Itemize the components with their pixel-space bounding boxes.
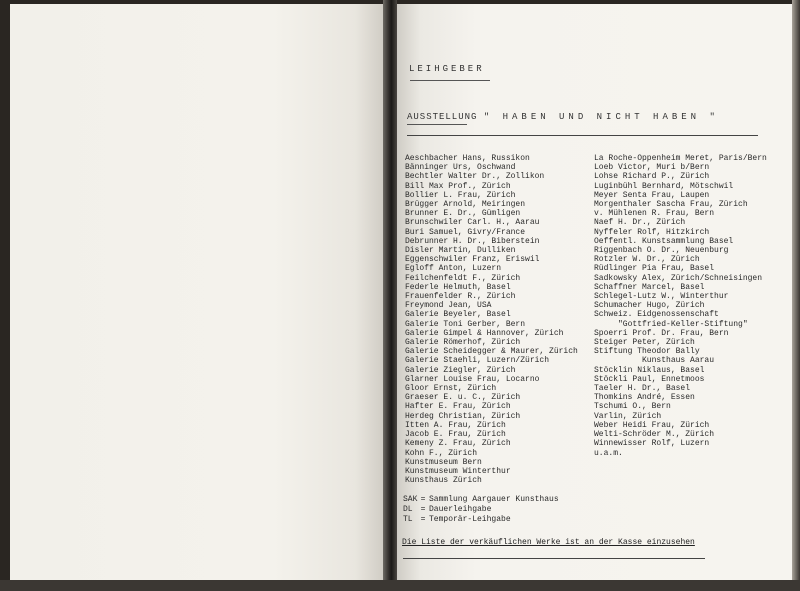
note-rule (403, 558, 705, 559)
legend-equals: = (420, 495, 426, 504)
lenders-list-left (405, 154, 578, 485)
legend-row (403, 505, 559, 515)
lender-entry: Sadkowsky Alex, Zürich/Schneisingen (594, 273, 763, 283)
lender-entry: Stiftung Theodor Bally (594, 347, 700, 357)
legend-meaning: Temporär-Leihgabe (429, 515, 511, 524)
lender-entry: Nyffeler Rolf, Hitzkirch (594, 227, 710, 237)
lender-entry: Freymond Jean, USA (405, 301, 492, 311)
lender-entry: Varlin, Zürich (594, 411, 662, 421)
lender-entry: Gloor Ernst, Zürich (405, 384, 497, 394)
lender-entry: Galerie Staehli, Luzern/Zürich (405, 356, 550, 366)
lender-entry: Thomkins André, Essen (594, 393, 695, 403)
page-edge (792, 0, 800, 591)
lender-entry: Lohse Richard P., Zürich (594, 172, 710, 182)
legend-equals: = (420, 505, 426, 514)
lender-entry: Galerie Scheidegger & Maurer, Zürich (405, 347, 578, 357)
lender-entry: Welti-Schröder M., Zürich (594, 430, 715, 440)
lender-entry: Weber Heidi Frau, Zürich (594, 420, 710, 430)
lender-entry: Schweiz. Eidgenossenschaft (594, 310, 719, 320)
heading-rule (410, 80, 490, 81)
lender-entry: Oeffentl. Kunstsammlung Basel (594, 236, 734, 246)
sales-note: Die Liste der verkäuflichen Werke ist an der Kasse einzusehen (402, 538, 695, 547)
lender-entry: Rüdlinger Pia Frau, Basel (594, 264, 715, 274)
lender-entry: Loeb Victor, Muri b/Bern (594, 163, 710, 173)
lender-entry: Disler Martin, Dulliken (405, 246, 516, 256)
legend-row (403, 515, 559, 525)
lender-entry: u.a.m. (594, 448, 623, 458)
lender-entry: Kunsthaus Zürich (405, 476, 482, 486)
lender-entry: Kunstmuseum Bern (405, 457, 482, 467)
exhibition-heading (407, 112, 719, 122)
lender-entry: Kunstmuseum Winterthur (405, 466, 511, 476)
lender-entry: Schaffner Marcel, Basel (594, 282, 705, 292)
lender-entry: Tschumi O., Bern (594, 402, 671, 412)
lender-entry: Bill Max Prof., Zürich (405, 181, 511, 191)
lender-entry: Frauenfelder R., Zürich (405, 292, 516, 302)
lender-entry: Bänninger Urs, Oschwand (405, 163, 516, 173)
lender-entry: Galerie Beyeler, Basel (405, 310, 511, 320)
lender-entry: Stöckli Paul, Ennetmoos (594, 374, 705, 384)
legend-meaning: Sammlung Aargauer Kunsthaus (429, 495, 559, 504)
lender-entry: Morgenthaler Sascha Frau, Zürich (594, 200, 748, 210)
legend-equals: = (420, 515, 426, 524)
lender-entry: Schumacher Hugo, Zürich (594, 301, 705, 311)
lender-entry: Jacob E. Frau, Zürich (405, 430, 506, 440)
lender-entry: Itten A. Frau, Zürich (405, 420, 506, 430)
lender-entry: v. Mühlenen R. Frau, Bern (594, 209, 715, 219)
lender-entry: Riggenbach O. Dr., Neuenburg (594, 246, 729, 256)
legend-abbreviation: SAK (403, 495, 418, 504)
lender-entry: Galerie Römerhof, Zürich (405, 338, 521, 348)
lender-entry: Kohn F., Zürich (405, 448, 478, 458)
lender-entry: Taeler H. Dr., Basel (594, 384, 691, 394)
lender-entry: Spoerri Prof. Dr. Frau, Bern (594, 328, 729, 338)
lender-entry: Federle Helmuth, Basel (405, 282, 511, 292)
lender-entry: Buri Samuel, Givry/France (405, 227, 526, 237)
lender-entry: Aeschbacher Hans, Russikon (405, 154, 530, 163)
lender-entry: Schlegel-Lutz W., Winterthur (594, 292, 729, 302)
lender-entry: Kunsthaus Aarau (594, 356, 715, 366)
lender-entry: Brunner E. Dr., Gümligen (405, 209, 521, 219)
lender-entry: Stöcklin Niklaus, Basel (594, 365, 705, 375)
lender-entry: Kemeny Z. Frau, Zürich (405, 439, 511, 449)
lender-entry: Herdeg Christian, Zürich (405, 411, 521, 421)
lender-entry: Bollier L. Frau, Zürich (405, 190, 516, 200)
lender-entry: Feilchenfeldt F., Zürich (405, 273, 521, 283)
lender-entry: Hafter E. Frau, Zürich (405, 402, 511, 412)
lender-entry: Glarner Louise Frau, Locarno (405, 374, 540, 384)
lender-entry: Eggenschwiler Franz, Eriswil (405, 255, 540, 265)
lender-entry: Bechtler Walter Dr., Zollikon (405, 172, 545, 182)
lender-entry: "Gottfried-Keller-Stiftung" (594, 319, 748, 329)
legend-meaning: Dauerleihgabe (429, 505, 492, 514)
lender-entry: Galerie Gimpel & Hannover, Zürich (405, 328, 564, 338)
lenders-list-right (594, 154, 767, 458)
legend-abbreviation: TL (403, 515, 413, 524)
exhibition-label: AUSSTELLUNG (407, 112, 478, 122)
section-rule (407, 135, 758, 136)
legend-abbreviation: DL (403, 505, 413, 514)
bottom-edge (0, 580, 800, 591)
left-page-blank (10, 4, 385, 584)
abbreviation-legend (403, 495, 559, 525)
exhibition-label-rule (407, 124, 467, 125)
lender-entry: Brügger Arnold, Meiringen (405, 200, 526, 210)
lender-entry: Rotzler W. Dr., Zürich (594, 255, 700, 265)
lender-entry: Galerie Ziegler, Zürich (405, 365, 516, 375)
lender-entry: Egloff Anton, Luzern (405, 264, 502, 274)
lender-entry: Luginbühl Bernhard, Mötschwil (594, 181, 734, 191)
legend-row (403, 495, 559, 505)
book-gutter (383, 0, 397, 591)
lender-entry: La Roche-Oppenheim Meret, Paris/Bern (594, 154, 767, 163)
exhibition-title: " HABEN UND NICHT HABEN " (483, 112, 719, 122)
lender-entry: Galerie Toni Gerber, Bern (405, 319, 526, 329)
lender-entry: Steiger Peter, Zürich (594, 338, 695, 348)
lender-entry: Naef H. Dr., Zürich (594, 218, 686, 228)
lender-entry: Debrunner H. Dr., Biberstein (405, 236, 540, 246)
leihgeber-heading: LEIHGEBER (409, 64, 485, 74)
lender-entry: Meyer Senta Frau, Laupen (594, 190, 710, 200)
lender-entry: Graeser E. u. C., Zürich (405, 393, 521, 403)
lender-entry: Winnewisser Rolf, Luzern (594, 439, 710, 449)
lender-entry: Brunschwiler Carl. H., Aarau (405, 218, 540, 228)
